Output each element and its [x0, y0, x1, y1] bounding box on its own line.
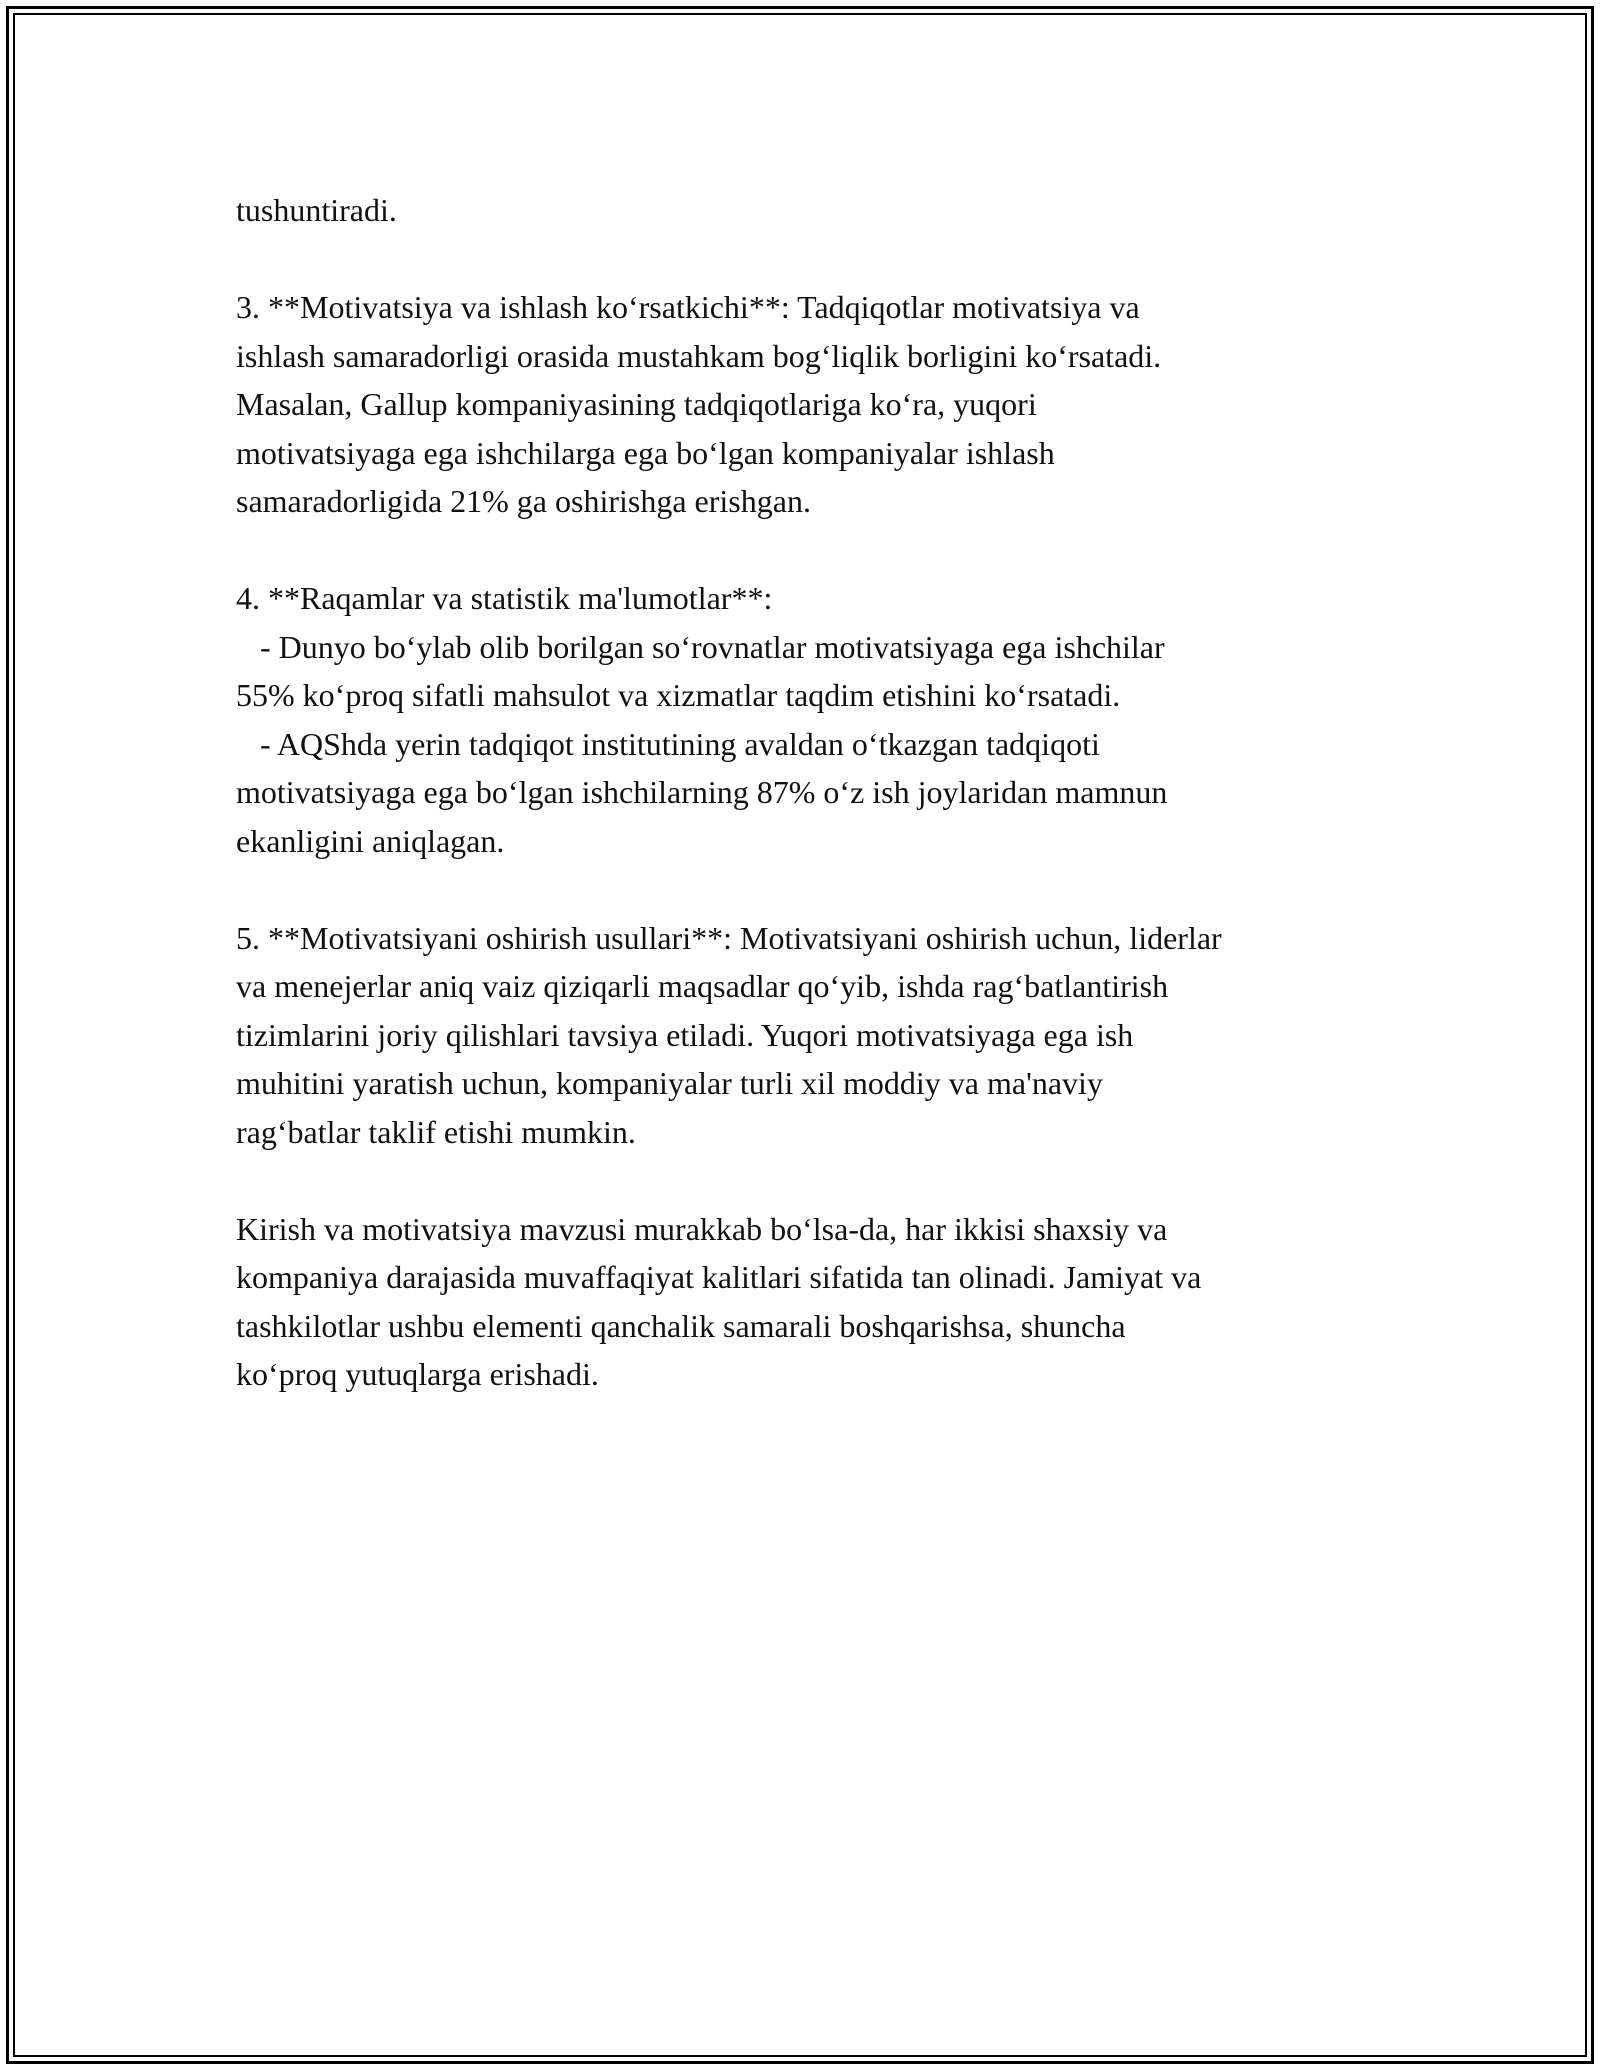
text-line: muhitini yaratish uchun, kompaniyalar turli xil moddiy va ma'naviy: [236, 1065, 1103, 1101]
text-line: kompaniya darajasida muvaffaqiyat kalitlari sifatida tan olinadi. Jamiyat va: [236, 1259, 1202, 1295]
text-line: ragʻbatlar taklif etishi mumkin.: [236, 1113, 636, 1150]
text-line: 55% koʻproq sifatli mahsulot va xizmatlar taqdim etishini koʻrsatadi.: [236, 677, 1121, 713]
text-line: tashkilotlar ushbu elementi qanchalik samarali boshqarishsa, shuncha: [236, 1307, 1126, 1344]
text-line: - Dunyo boʻylab olib borilgan soʻrovnatlar motivatsiyaga ega ishchilar: [236, 628, 1165, 665]
document-body: [236, 186, 1386, 1447]
text-line: ekanligini aniqlagan.: [236, 822, 505, 859]
text-line: 4. **Raqamlar va statistik ma'lumotlar**:: [236, 580, 773, 616]
text-line: 5. **Motivatsiyani oshirish usullari**: Motivatsiyani oshirish uchun, liderlar: [236, 919, 1222, 956]
paragraph-statistics: [236, 574, 1386, 865]
paragraph-continuation: [236, 186, 1386, 235]
text-line: tushuntiradi.: [236, 192, 397, 228]
text-line: koʻproq yutuqlarga erishadi.: [236, 1356, 599, 1392]
text-line: 3. **Motivatsiya va ishlash koʻrsatkichi**: Tadqiqotlar motivatsiya va: [236, 289, 1140, 325]
text-line: - AQShda yerin tadqiqot institutining avaldan oʻtkazgan tadqiqoti: [236, 725, 1100, 762]
text-line: Masalan, Gallup kompaniyasining tadqiqotlariga koʻra, yuqori: [236, 386, 1037, 422]
text-line: ishlash samaradorligi orasida mustahkam bogʻliqlik borligini koʻrsatadi.: [236, 337, 1162, 374]
paragraph-methods: [236, 914, 1386, 1157]
text-line: motivatsiyaga ega ishchilarga ega boʻlgan kompaniyalar ishlash: [236, 434, 1055, 471]
text-line: Kirish va motivatsiya mavzusi murakkab boʻlsa-da, har ikkisi shaxsiy va: [236, 1210, 1168, 1247]
text-line: tizimlarini joriy qilishlari tavsiya etiladi. Yuqori motivatsiyaga ega ish: [236, 1016, 1134, 1053]
text-line: va menejerlar aniq vaiz qiziqarli maqsadlar qoʻyib, ishda ragʻbatlantirish: [236, 968, 1169, 1004]
text-line: motivatsiyaga ega boʻlgan ishchilarning 87% oʻz ish joylaridan mamnun: [236, 774, 1168, 810]
paragraph-motivation-performance: [236, 283, 1386, 526]
paragraph-conclusion: [236, 1205, 1386, 1399]
text-line: samaradorligida 21% ga oshirishga erishgan.: [236, 483, 811, 519]
